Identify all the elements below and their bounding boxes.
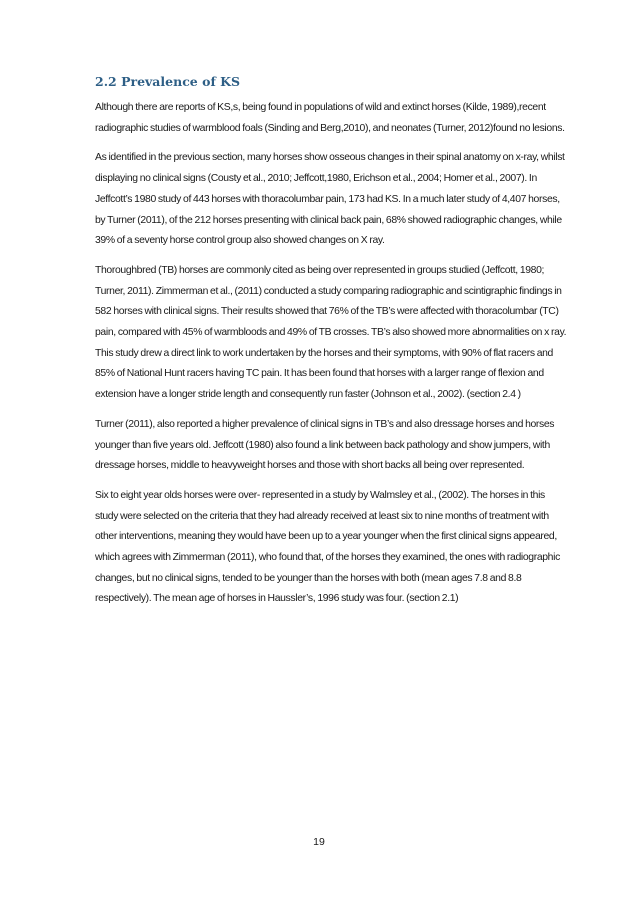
paragraph-osseous-changes: As identified in the previous section, many horses show osseous changes in their spinal anatomy on x-ray, whilst displaying no clinical signs (Cousty et al., 2010; Jeffcott,1980, Erichson et al., 2004; Homer et al., 2007). In Jeffcott’s 1980 study of 443 horses with thoracolumbar pain, 173 had KS. In a much later study of 4,407 horses, by Turner (2011), of the 212 horses presenting with clinical back pain, 68% showed radiographic changes, while 39% of a seventy horse control group also showed changes on X ray. <box>95 152 565 247</box>
page-number: 19 <box>313 836 325 848</box>
paragraph-age-groups: Six to eight year olds horses were over- represented in a study by Walmsley et al., (2002). The horses in this study were selected on the criteria that they had already received at least six to nine months of treatment with other interventions, meaning they would have been up to a year younger when the first clinical signs appeared, which agrees with Zimmerman (2011), who found that, of the horses they examined, the ones with radiographic changes, but no clinical signs, tended to be younger than the horses with both (mean ages 7.8 and 8.8 respectively). The mean age of horses in Haussler’s, 1996 study was four. (section 2.1) <box>95 489 560 605</box>
paragraph-thoroughbred: Thoroughbred (TB) horses are commonly cited as being over represented in groups studied (Jeffcott, 1980; Turner, 2011). Zimmerman et al., (2011) conducted a study comparing radiographic and scintigraphic findings in 582 horses with clinical signs. Their results showed that 76% of the TB’s were affected with thoracolumbar (TC) pain, compared with 45% of warmbloods and 49% of TB crosses. TB’s also showed more abnormalities on x ray. This study drew a direct link to work undertaken by the horses and their symptoms, with 90% of flat racers and 85% of National Hunt racers having TC pain. It has been found that horses with a larger range of flexion and extension have a longer stride length and consequently run faster (Johnson et al., 2002). (section 2.4 ) <box>95 264 567 401</box>
body-text <box>95 98 570 619</box>
section-heading: 2.2 Prevalence of KS <box>95 74 241 89</box>
paragraph-prevalence-intro: Although there are reports of KS,s, being found in populations of wild and extinct horses (Kilde, 1989),recent radiographic studies of warmblood foals (Sinding and Berg,2010), and neonates (Turner, 2012)found no lesions. <box>95 102 565 134</box>
paragraph-turner-prevalence: Turner (2011), also reported a higher prevalence of clinical signs in TB’s and also dressage horses and horses younger than five years old. Jeffcott (1980) also found a link between back pathology and show jumpers, with dressage horses, middle to heavyweight horses and those with short backs all being over represented. <box>95 418 555 472</box>
